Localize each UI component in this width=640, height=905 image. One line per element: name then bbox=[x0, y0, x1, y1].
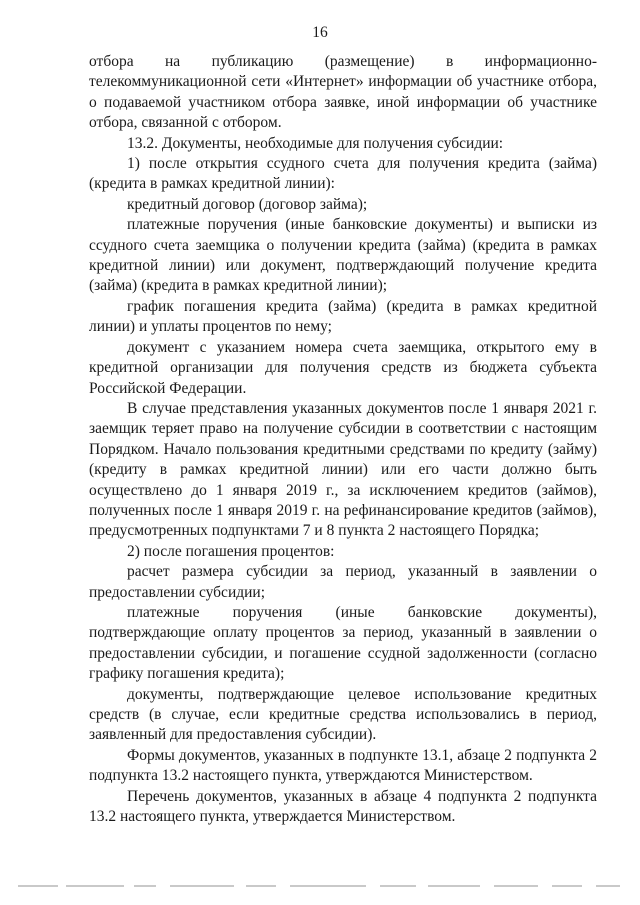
paragraph-13-2-heading: 13.2. Документы, необходимые для получения субсидии: bbox=[127, 134, 504, 152]
paragraph-document-list: Перечень документов, указанных в абзаце 4 подпункта 2 подпункта 13.2 настоящего пункта, утверждается Министерством. bbox=[89, 787, 597, 826]
scan-noise-strip bbox=[0, 885, 640, 891]
page-number: 16 bbox=[312, 24, 328, 41]
paragraph-subitem-1: 1) после открытия ссудного счета для получения кредита (займа) (кредита в рамках кредитной линии): bbox=[89, 155, 597, 193]
paragraph-continuation: отбора на публикацию (размещение) в информационно-телекоммуникационной сети «Интернет» информации об участнике отбора, о подаваемой участником отбора заявке, иной информации об участнике отбора, связанной с отбором. bbox=[89, 53, 597, 132]
document-body bbox=[89, 52, 597, 827]
paragraph-repayment-schedule: график погашения кредита (займа) (кредита в рамках кредитной линии) и уплаты процентов по нему; bbox=[89, 297, 597, 336]
paragraph-target-use-documents: документы, подтверждающие целевое использование кредитных средств (в случае, если кредитные средства использовались в период, заявленный для предоставления субсидии). bbox=[89, 685, 597, 744]
paragraph-document-forms: Формы документов, указанных в подпункте 13.1, абзаце 2 подпункта 2 подпункта 13.2 настоящего пункта, утверждаются Министерством. bbox=[89, 746, 597, 785]
paragraph-subsidy-calculation: расчет размера субсидии за период, указанный в заявлении о предоставлении субсидии; bbox=[89, 563, 597, 601]
paragraph-subitem-2: 2) после погашения процентов: bbox=[127, 542, 335, 560]
paragraph-credit-agreement: кредитный договор (договор займа); bbox=[127, 195, 368, 213]
paragraph-deadline-conditions: В случае представления указанных документов после 1 января 2021 г. заемщик теряет право на получение субсидии в соответствии с настоящим Порядком. Начало пользования кредитными средствами по кредиту (займу) (кредиту в рамках кредитной линии) или его части должно быть осуществлено до 1 января 2019 г., за исключением кредитов (займов), полученных после 1 января 2019 г. на рефинансирование кредитов (займов), предусмотренных подпунктами 7 и 8 пункта 2 настоящего Порядка; bbox=[89, 399, 597, 540]
paragraph-account-document: документ с указанием номера счета заемщика, открытого ему в кредитной организации для получения средств из бюджета субъекта Российской Федерации. bbox=[89, 338, 597, 397]
paragraph-payment-orders: платежные поручения (иные банковские документы) и выписки из ссудного счета заемщика о получении кредита (займа) (кредита в рамках кредитной линии) или документ, подтверждающий получение кредита (займа) (кредита в рамках кредитной линии); bbox=[89, 216, 597, 295]
paragraph-interest-payment-orders: платежные поручения (иные банковские документы), подтверждающие оплату процентов за период, указанный в заявлении о предоставлении субсидии, и погашение ссудной задолженности (согласно графику погашения кредита); bbox=[89, 603, 597, 683]
